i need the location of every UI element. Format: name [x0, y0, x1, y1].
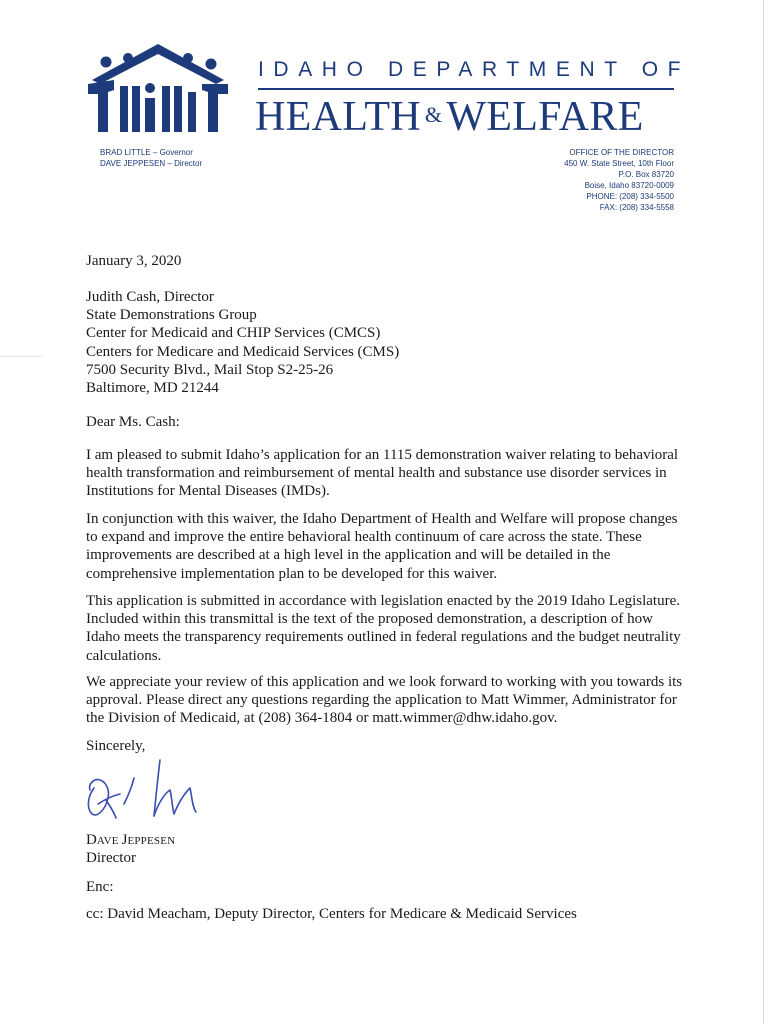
- body-paragraph: I am pleased to submit Idaho’s application for an 1115 demonstration waiver relating to behavioral health transformation and reimbursement of mental health and substance use disorder services in Institutions for Mental Diseases (IMDs).: [86, 447, 679, 500]
- signer-name: [86, 831, 175, 850]
- office-po-box: P.O. Box 83720: [618, 170, 674, 179]
- signer-first-rest: AVE: [96, 835, 122, 847]
- recipient-address: [86, 288, 399, 397]
- office-name: OFFICE OF THE DIRECTOR: [569, 148, 674, 157]
- agency-word-welfare: WELFARE: [446, 94, 644, 140]
- recipient-line: Center for Medicaid and CHIP Services (CMCS): [86, 325, 381, 342]
- letter-date: January 3, 2020: [86, 253, 182, 269]
- agency-title: [255, 92, 644, 140]
- department-name-line: IDAHO DEPARTMENT OF: [258, 58, 691, 81]
- signer-last-rest: EPPESEN: [127, 835, 176, 847]
- body-paragraph: This application is submitted in accordance with legislation enacted by the 2019 Idaho Legislature. Included within this transmittal is the text of the proposed demonstration, a description of how Idaho meets the transparency requirements outlined in federal regulations and the budget neutrality calculations.: [86, 593, 681, 664]
- scan-mark: [0, 356, 42, 357]
- cc-line: cc: David Meacham, Deputy Director, Centers for Medicare & Medicaid Services: [86, 906, 577, 922]
- office-city: Boise, Idaho 83720-0009: [584, 181, 674, 190]
- handwritten-signature: [80, 756, 210, 824]
- salutation: Dear Ms. Cash:: [86, 414, 180, 430]
- recipient-line: State Demonstrations Group: [86, 307, 257, 324]
- recipient-line: Judith Cash, Director: [86, 289, 214, 305]
- office-address-block: [564, 147, 674, 213]
- body-paragraph: In conjunction with this waiver, the Idaho Department of Health and Welfare will propose changes to expand and improve the entire behavioral health continuum of care across the state. These improvements are described at a high level in the application and will be detailed in the comprehensive implementation plan to be developed for this waiver.: [86, 511, 678, 582]
- enclosure-note: Enc:: [86, 879, 114, 895]
- officials-block: [100, 147, 202, 169]
- official-governor: BRAD LITTLE – Governor: [100, 148, 193, 157]
- letterhead-rule: [258, 88, 674, 90]
- office-phone: PHONE: (208) 334-5500: [586, 192, 674, 201]
- recipient-line: 7500 Security Blvd., Mail Stop S2-25-26: [86, 361, 334, 378]
- signer-title: Director: [86, 850, 136, 866]
- recipient-line: Centers for Medicare and Medicaid Services (CMS): [86, 343, 400, 360]
- agency-word-health: HEALTH: [255, 94, 421, 140]
- recipient-line: Baltimore, MD 21244: [86, 380, 219, 397]
- body-paragraph: We appreciate your review of this application and we look forward to working with you towards its approval. Please direct any questions regarding the application to Matt Wimmer, Administrator for the Division of Medicaid, at (208) 364-1804 or matt.wimmer@dhw.idaho.gov.: [86, 674, 683, 727]
- agency-ampersand: &: [424, 102, 443, 127]
- signer-initial-last: J: [121, 832, 128, 848]
- office-fax: FAX: (208) 334-5558: [599, 203, 674, 212]
- official-director: DAVE JEPPESEN – Director: [100, 159, 203, 168]
- closing: Sincerely,: [86, 738, 146, 754]
- signer-initial-first: D: [86, 832, 97, 848]
- office-street: 450 W. State Street, 10th Floor: [564, 159, 674, 168]
- page-edge: [763, 0, 764, 1024]
- agency-logo-icon: [84, 42, 232, 138]
